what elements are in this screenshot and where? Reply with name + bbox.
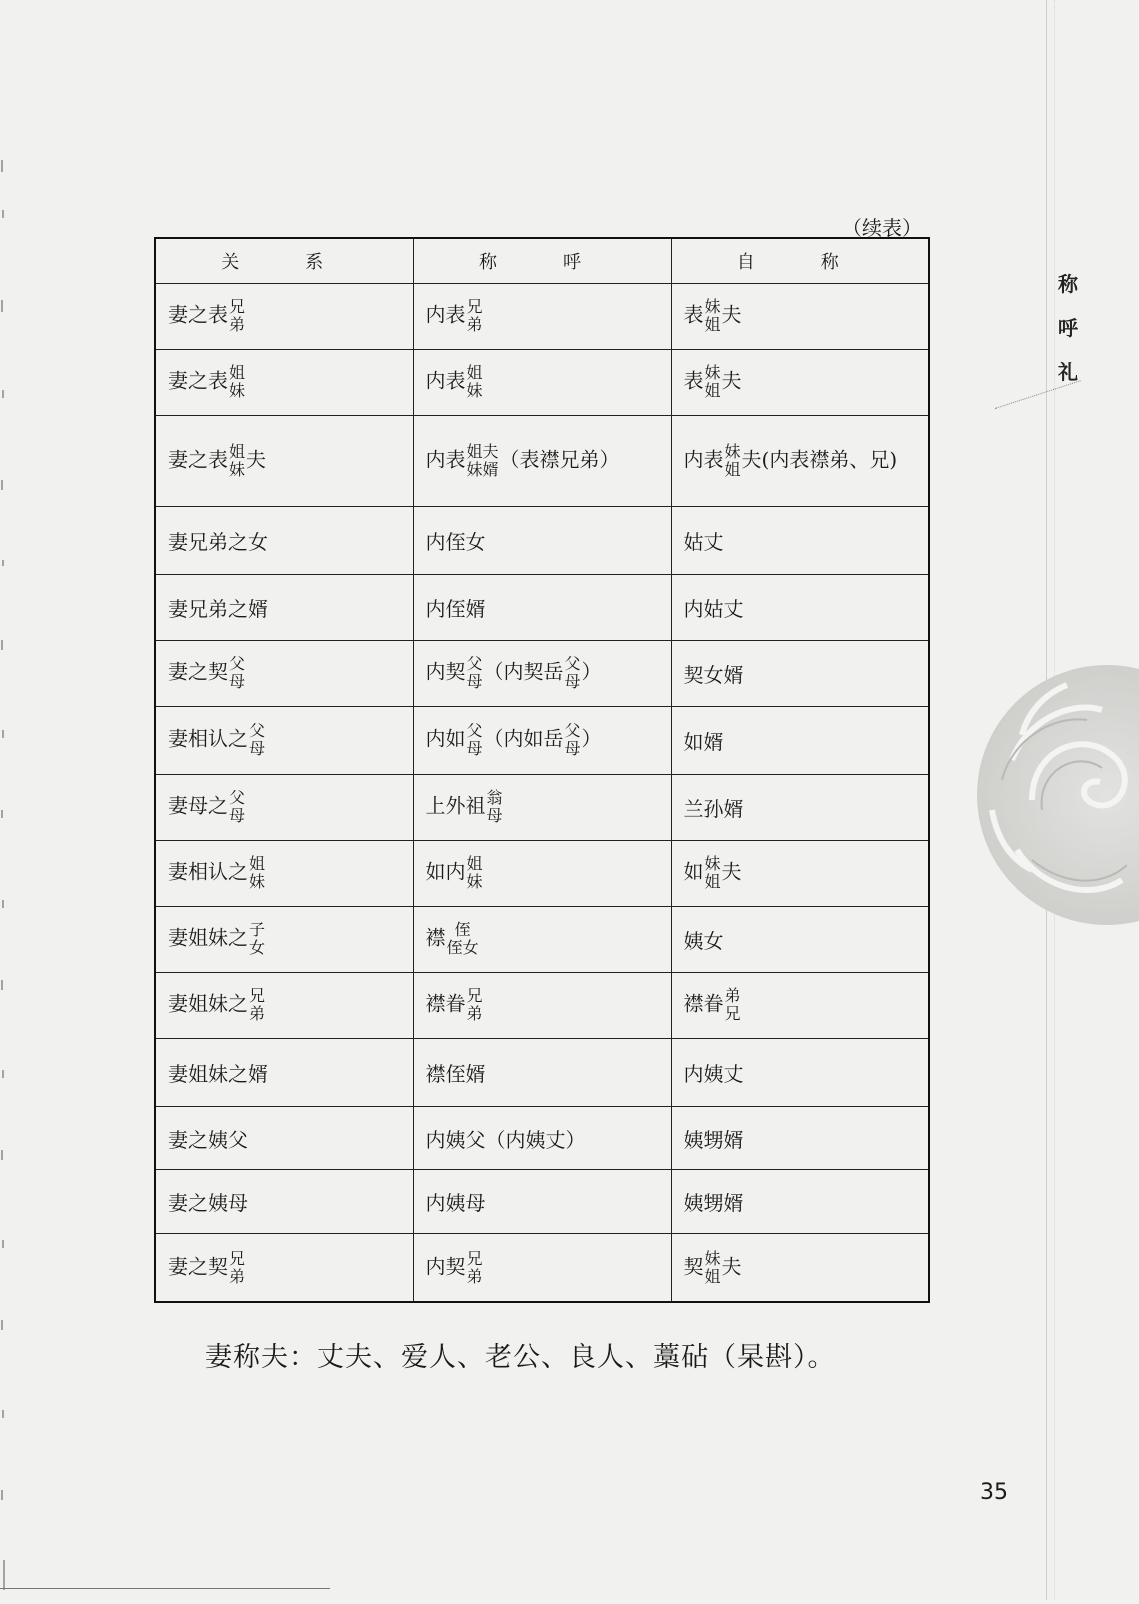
cell-self <box>671 906 929 972</box>
stacked-chars <box>249 855 265 891</box>
stacked-chars <box>229 789 245 825</box>
cell-text: 上外祖 <box>425 793 486 818</box>
table-row <box>155 1038 929 1106</box>
cell-relation <box>155 574 413 640</box>
cell-text: 襟眷 <box>425 991 466 1016</box>
stacked-char: 妹 <box>724 441 741 461</box>
stacked-char: 父 <box>229 654 246 674</box>
cell-text: 妻相认之 <box>168 726 248 751</box>
stacked-char: 女 <box>249 938 266 958</box>
cell-text: 契 <box>683 1254 704 1279</box>
stacked-chars <box>467 987 483 1023</box>
stacked-chars <box>705 1250 721 1286</box>
cell-address <box>413 574 671 640</box>
cell-relation <box>155 1170 413 1234</box>
stacked-char: 母 <box>249 739 266 759</box>
cell-address <box>413 284 671 350</box>
cell-relation <box>155 506 413 574</box>
header-self: 自 称 <box>671 238 929 284</box>
cell-self <box>671 1106 929 1170</box>
cell-text: 夫(内表襟弟、兄) <box>741 447 898 472</box>
stacked-char: 母 <box>466 739 483 759</box>
table-header-row <box>155 238 929 284</box>
cell-self <box>671 706 929 774</box>
cell-text: 妻姐妹之 <box>168 991 248 1016</box>
cell-text: 内表 <box>425 368 466 393</box>
cell-text: 内姨丈 <box>683 1061 744 1086</box>
cell-text: 夫 <box>246 447 267 472</box>
stacked-char: 母 <box>564 739 581 759</box>
stacked-char: 父 <box>229 788 246 808</box>
stacked-char: 弟 <box>249 1004 266 1024</box>
scan-edge-specks <box>0 0 14 1600</box>
stacked-chars <box>487 789 503 825</box>
cell-text: 内姑丈 <box>683 596 744 621</box>
cell-text: 内侄婿 <box>425 596 486 621</box>
cell-text: 妻之契 <box>168 659 228 684</box>
stacked-char: 妹 <box>466 872 483 892</box>
stacked-char: 兄 <box>466 986 483 1006</box>
stacked-char: 父 <box>466 654 483 674</box>
stacked-char: 姐 <box>466 854 483 874</box>
cell-address <box>413 1106 671 1170</box>
stacked-char: 妹 <box>704 297 721 317</box>
cell-text: 契女婿 <box>683 662 744 687</box>
continued-label: （续表） <box>842 216 922 240</box>
cell-text: 内姨母 <box>425 1191 486 1216</box>
table-row <box>155 1234 929 1302</box>
section-tab <box>1058 262 1088 394</box>
cell-address <box>413 774 671 840</box>
cell-text: 内侄女 <box>425 529 486 554</box>
stacked-char: 姐 <box>704 872 721 892</box>
cell-self <box>671 840 929 906</box>
stacked-chars <box>229 298 245 334</box>
stacked-char: 侄女 <box>446 938 479 958</box>
stacked-chars <box>249 722 265 758</box>
cell-text: 姑丈 <box>683 529 724 554</box>
stacked-char: 妹婿 <box>466 459 499 479</box>
cell-self <box>671 574 929 640</box>
cell-address <box>413 1038 671 1106</box>
table-row <box>155 506 929 574</box>
header-address: 称 呼 <box>413 238 671 284</box>
cell-text: 夫 <box>721 368 742 393</box>
cell-relation <box>155 1038 413 1106</box>
cell-text: 内契 <box>425 1254 466 1279</box>
cell-address <box>413 506 671 574</box>
cell-address <box>413 1170 671 1234</box>
cell-text: 如婿 <box>683 729 724 754</box>
stacked-chars <box>467 1250 483 1286</box>
cell-text: 姨甥婿 <box>683 1191 744 1216</box>
cell-relation <box>155 284 413 350</box>
stacked-char: 弟 <box>466 1004 483 1024</box>
cell-text: 内如 <box>425 726 466 751</box>
stacked-char: 侄 <box>454 920 471 940</box>
cell-text: 夫 <box>721 302 742 327</box>
stacked-char: 兄 <box>249 986 266 1006</box>
stacked-char: 妹 <box>249 872 266 892</box>
stacked-char: 妹 <box>466 381 483 401</box>
cell-relation <box>155 840 413 906</box>
cell-text: 妻姐妹之婿 <box>168 1061 268 1086</box>
table-row <box>155 706 929 774</box>
cell-text: 襟侄婿 <box>425 1061 486 1086</box>
stacked-char: 母 <box>229 672 246 692</box>
stacked-char: 母 <box>466 672 483 692</box>
footnote: 妻称夫：丈夫、爱人、老公、良人、藁砧（杲斟）。 <box>205 1342 836 1373</box>
cell-text: 妻之姨父 <box>168 1127 248 1152</box>
cell-text: 妻之表 <box>168 368 228 393</box>
cell-self <box>671 415 929 506</box>
stacked-chars <box>565 722 581 758</box>
cell-text: （内契岳 <box>483 659 564 684</box>
stacked-char: 翁 <box>486 788 503 808</box>
cell-address <box>413 840 671 906</box>
table-row <box>155 1106 929 1170</box>
kinship-table <box>154 237 930 1303</box>
cell-relation <box>155 1234 413 1302</box>
scan-bottom-line <box>0 1588 330 1589</box>
cell-relation <box>155 640 413 706</box>
stacked-chars <box>249 987 265 1023</box>
stacked-char: 妹 <box>229 459 246 479</box>
stacked-char: 妹 <box>229 381 246 401</box>
cell-self <box>671 1038 929 1106</box>
table-row <box>155 906 929 972</box>
cell-text: 襟眷 <box>683 991 724 1016</box>
cell-text: 妻之契 <box>168 1254 228 1279</box>
cell-text: 姨甥婿 <box>683 1127 744 1152</box>
stacked-chars <box>725 443 741 479</box>
cell-text: 如 <box>683 859 704 884</box>
stacked-char: 兄 <box>229 1248 246 1268</box>
cell-text: 内契 <box>425 659 466 684</box>
tab-slash-decoration <box>995 380 1081 409</box>
stacked-chars <box>249 921 265 957</box>
cell-relation <box>155 1106 413 1170</box>
cell-self <box>671 972 929 1038</box>
stacked-chars <box>705 855 721 891</box>
stacked-chars <box>467 855 483 891</box>
stacked-char: 父 <box>564 654 581 674</box>
cell-address <box>413 906 671 972</box>
stacked-chars <box>467 298 483 334</box>
cell-relation <box>155 906 413 972</box>
cloud-pattern-emblem <box>972 660 1139 930</box>
cell-text: （内如岳 <box>483 726 564 751</box>
stacked-char: 兄 <box>229 297 246 317</box>
cell-address <box>413 349 671 415</box>
cell-self <box>671 640 929 706</box>
cell-text: （表襟兄弟） <box>499 447 620 472</box>
section-tab-char: 礼 <box>1058 360 1078 384</box>
cell-relation <box>155 415 413 506</box>
cell-text: 内表 <box>683 447 724 472</box>
cell-self <box>671 1170 929 1234</box>
stacked-char: 姐 <box>229 441 246 461</box>
table-row <box>155 640 929 706</box>
stacked-char: 姐 <box>704 315 721 335</box>
stacked-char: 弟 <box>229 1266 246 1286</box>
stacked-char: 弟 <box>229 315 246 335</box>
stacked-chars <box>565 655 581 691</box>
table-row <box>155 349 929 415</box>
cell-text: ） <box>581 659 602 684</box>
cell-text: 妻姐妹之 <box>168 925 248 950</box>
cell-address <box>413 415 671 506</box>
stacked-chars <box>229 1250 245 1286</box>
stacked-char: 姐 <box>704 381 721 401</box>
cell-relation <box>155 349 413 415</box>
cell-text: 如内 <box>425 859 466 884</box>
stacked-char: 兄 <box>724 1004 741 1024</box>
stacked-char: 姐 <box>704 1266 721 1286</box>
stacked-char: 弟 <box>724 986 741 1006</box>
stacked-chars <box>229 655 245 691</box>
cell-self <box>671 774 929 840</box>
cell-text: 姨女 <box>683 928 724 953</box>
cell-text: 表 <box>683 368 704 393</box>
stacked-char: 妹 <box>704 363 721 383</box>
cell-relation <box>155 972 413 1038</box>
cell-text: 表 <box>683 302 704 327</box>
stacked-char: 弟 <box>466 315 483 335</box>
table-row <box>155 972 929 1038</box>
cell-self <box>671 506 929 574</box>
cell-text: 襟 <box>425 925 446 950</box>
cell-relation <box>155 706 413 774</box>
cell-address <box>413 706 671 774</box>
stacked-chars <box>229 364 245 400</box>
cell-text: 妻兄弟之女 <box>168 529 268 554</box>
stacked-chars <box>467 443 499 479</box>
stacked-chars <box>725 987 741 1023</box>
page-number: 35 <box>980 1480 1008 1505</box>
stacked-char: 姐 <box>466 363 483 383</box>
stacked-char: 兄 <box>466 297 483 317</box>
cell-text: 妻母之 <box>168 793 228 818</box>
stacked-char: 父 <box>564 721 581 741</box>
stacked-char: 母 <box>486 806 503 826</box>
cell-text: 内表 <box>425 302 466 327</box>
section-tab-char: 称 <box>1058 272 1078 296</box>
section-tab-char: 呼 <box>1058 316 1078 340</box>
stacked-chars <box>705 364 721 400</box>
cell-text: 内表 <box>425 447 466 472</box>
stacked-chars <box>467 655 483 691</box>
stacked-chars <box>447 921 479 957</box>
stacked-chars <box>467 722 483 758</box>
stacked-char: 兄 <box>466 1248 483 1268</box>
stacked-char: 子 <box>249 920 266 940</box>
cell-text: 妻兄弟之婿 <box>168 596 268 621</box>
stacked-char: 母 <box>229 806 246 826</box>
stacked-chars <box>467 364 483 400</box>
stacked-char: 妹 <box>704 1248 721 1268</box>
stacked-char: 姐 <box>229 363 246 383</box>
cell-text: 夫 <box>721 1254 742 1279</box>
table-row <box>155 774 929 840</box>
cell-address <box>413 640 671 706</box>
cell-text: 妻之姨母 <box>168 1191 248 1216</box>
cell-text: ） <box>581 726 602 751</box>
table-body <box>155 284 929 1303</box>
cell-text: 妻之表 <box>168 302 228 327</box>
cell-text: 内姨父（内姨丈） <box>425 1127 586 1152</box>
cell-text: 夫 <box>721 859 742 884</box>
stacked-char: 父 <box>466 721 483 741</box>
stacked-char: 姐 <box>249 854 266 874</box>
cell-self <box>671 349 929 415</box>
header-relation: 关 系 <box>155 238 413 284</box>
table-row <box>155 284 929 350</box>
cell-text: 妻之表 <box>168 447 228 472</box>
stacked-char: 姐 <box>724 459 741 479</box>
cell-text: 兰孙婿 <box>683 796 744 821</box>
table-row <box>155 574 929 640</box>
table-row <box>155 1170 929 1234</box>
stacked-chars <box>229 443 245 479</box>
cell-text: 妻相认之 <box>168 859 248 884</box>
cell-relation <box>155 774 413 840</box>
stacked-char: 父 <box>249 721 266 741</box>
cell-address <box>413 1234 671 1302</box>
stacked-char: 母 <box>564 672 581 692</box>
stacked-char: 妹 <box>704 854 721 874</box>
table-row <box>155 840 929 906</box>
cell-address <box>413 972 671 1038</box>
stacked-char: 弟 <box>466 1266 483 1286</box>
table-row <box>155 415 929 506</box>
cell-self <box>671 284 929 350</box>
cell-self <box>671 1234 929 1302</box>
stacked-chars <box>705 298 721 334</box>
stacked-char: 姐夫 <box>466 441 499 461</box>
